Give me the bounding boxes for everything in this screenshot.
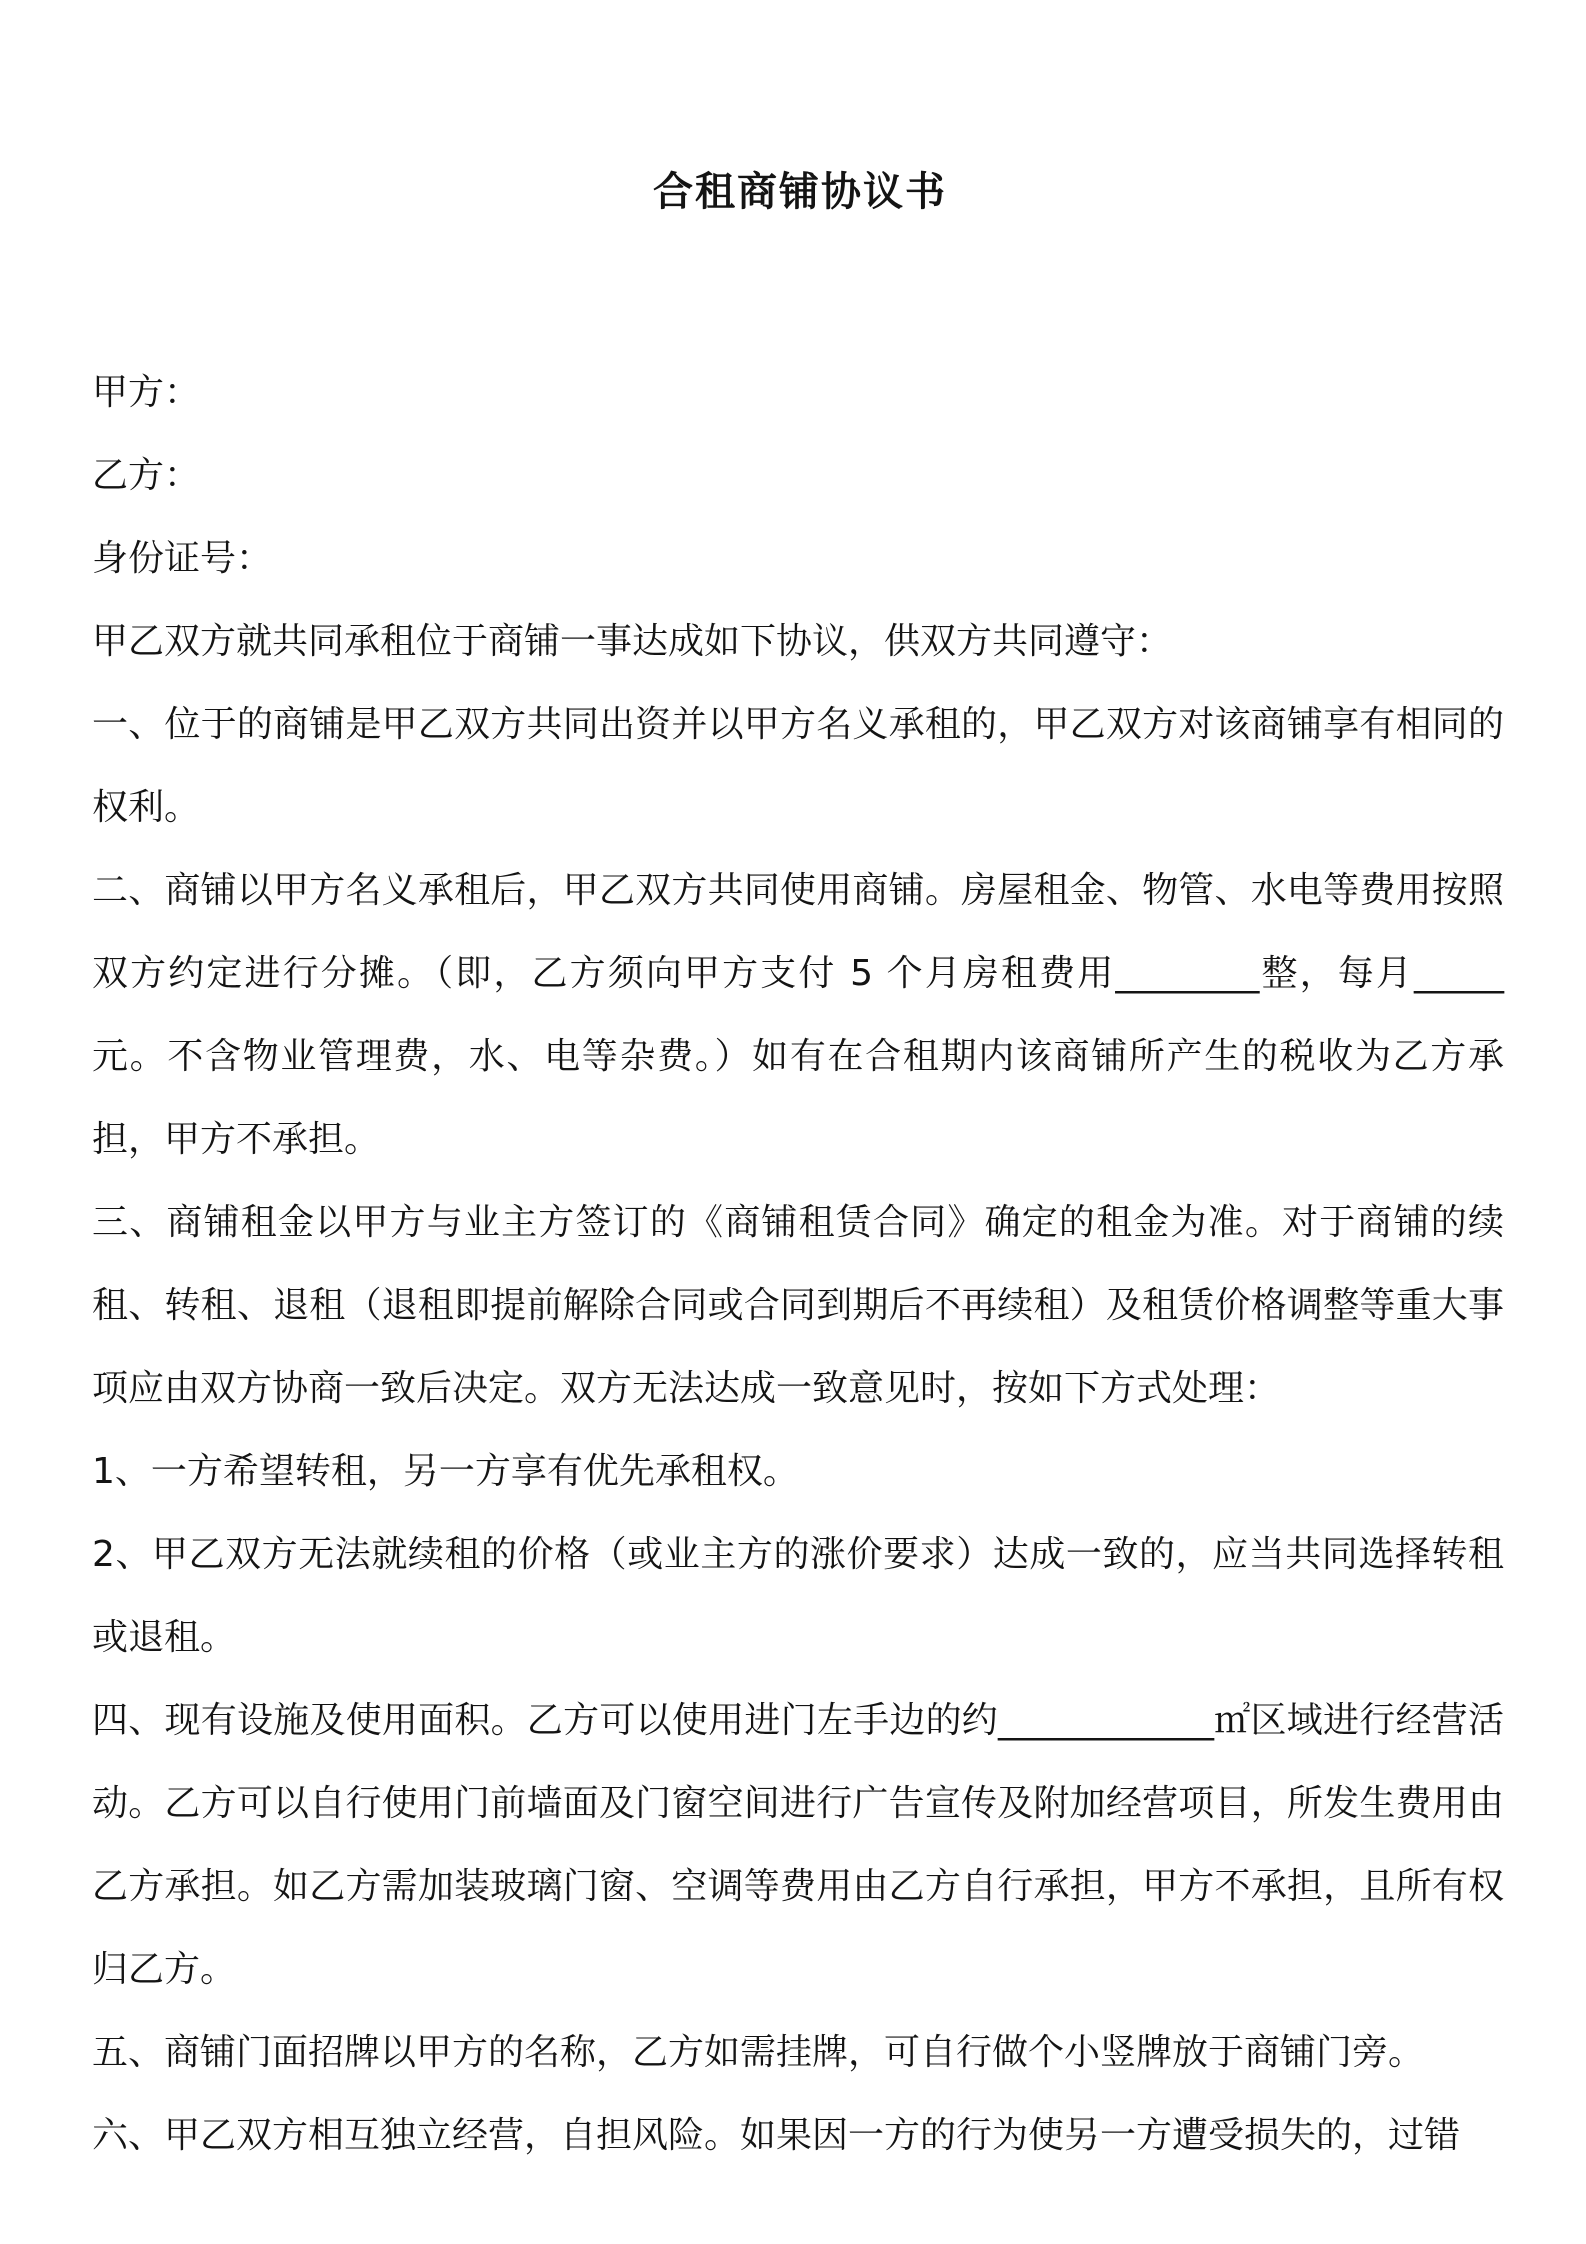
clause-2: 二、商铺以甲方名义承租后，甲乙双方共同使用商铺。房屋租金、物管、水电等费用按照双方约定进行分摊。（即，乙方须向甲方支付 5 个月房租费用________整，每月_____元。不含物业管理费，水、电等杂费。）如有在合租期内该商铺所产生的税收为乙方承担，甲方不承担。 — [92, 870, 1504, 1160]
clause-5: 五、商铺门面招牌以甲方的名称，乙方如需挂牌，可自行做个小竖牌放于商铺门旁。 — [92, 2032, 1425, 2073]
clause-4: 四、现有设施及使用面积。乙方可以使用进门左手边的约____________㎡区域进行经营活动。乙方可以自行使用门前墙面及门窗空间进行广告宣传及附加经营项目，所发生费用由乙方承担。如乙方需加装玻璃门窗、空调等费用由乙方自行承担，甲方不承担，且所有权归乙方。 — [92, 1700, 1504, 1990]
document-body — [92, 351, 1504, 2177]
clause-3: 三、商铺租金以甲方与业主方签订的《商铺租赁合同》确定的租金为准。对于商铺的续租、转租、退租（退租即提前解除合同或合同到期后不再续租）及租赁价格调整等重大事项应由双方协商一致后决定。双方无法达成一致意见时，按如下方式处理： — [92, 1202, 1504, 1409]
party-a-line: 甲方： — [92, 372, 201, 413]
clause-3-item-2: 2、甲乙双方无法就续租的价格（或业主方的涨价要求）达成一致的，应当共同选择转租或退租。 — [92, 1534, 1504, 1658]
clause-6: 六、甲乙双方相互独立经营，自担风险。如果因一方的行为使另一方遭受损失的，过错 — [92, 2115, 1461, 2156]
document-title: 合租商铺协议书 — [653, 169, 947, 215]
party-b-line: 乙方： — [92, 455, 201, 496]
clause-3-item-1: 1、一方希望转租，另一方享有优先承租权。 — [92, 1451, 799, 1492]
clause-1: 一、位于的商铺是甲乙双方共同出资并以甲方名义承租的，甲乙双方对该商铺享有相同的权利。 — [92, 704, 1504, 828]
id-number-line: 身份证号： — [92, 538, 273, 579]
preamble-paragraph: 甲乙双方就共同承租位于商铺一事达成如下协议，供双方共同遵守： — [92, 621, 1173, 662]
